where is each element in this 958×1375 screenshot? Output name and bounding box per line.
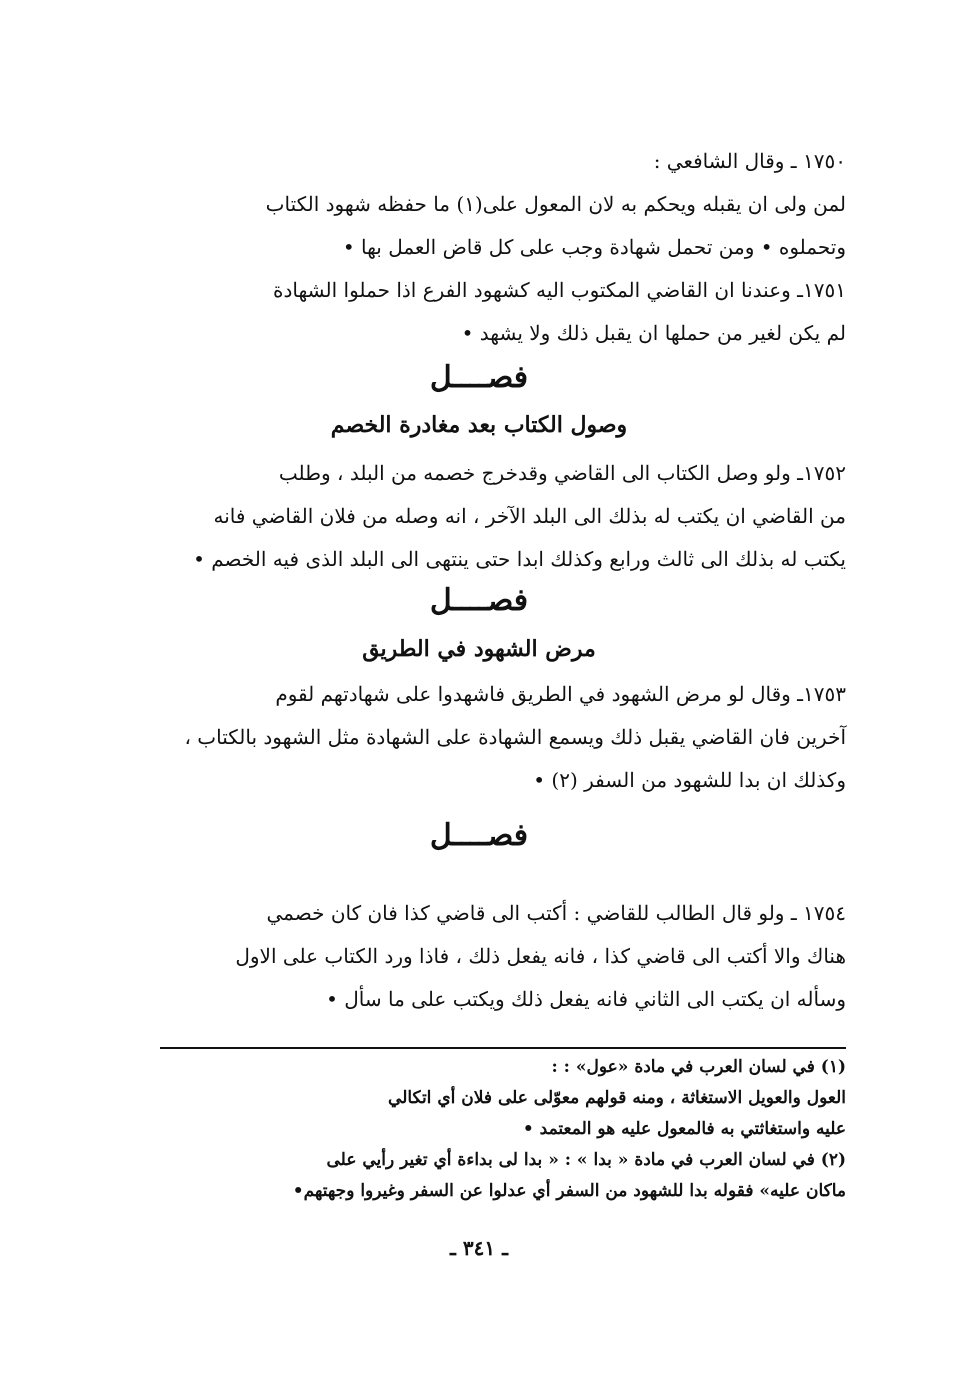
section-heading: فصــــل: [429, 360, 529, 395]
footnote-line: ماكان عليه» فقوله بدا للشهود من السفر أي عدلوا عن السفر وغيروا وجهتهم•: [292, 1181, 846, 1201]
paragraph-1750: [140, 140, 846, 269]
footnotes: [140, 1052, 846, 1207]
paragraph-line: ١٧٥٤ ـ ولو قال الطالب للقاضي : أكتب الى قاضي كذا فان كان خصمي: [266, 901, 846, 925]
paragraph-line: ١٧٥١ـ وعندنا ان القاضي المكتوب اليه كشهود الفرع اذا حملوا الشهادة: [272, 278, 846, 302]
paragraph-line: آخرين فان القاضي يقبل ذلك ويسمع الشهادة على الشهادة مثل الشهود بالكتاب ،: [184, 725, 846, 749]
paragraph-line: لم يكن لغير من حملها ان يقبل ذلك ولا يشهد •: [461, 321, 846, 345]
paragraph-1753: [140, 673, 846, 802]
paragraph-line: لمن ولى ان يقبله ويحكم به لان المعول على(١) ما حفظه شهود الكتاب: [265, 192, 846, 216]
footnote-line: (١) في لسان العرب في مادة «عول» : :: [551, 1057, 846, 1077]
footnote-line: العول والعويل الاستغاثة ، ومنه قولهم معوّلى على فلان أي اتكالي: [388, 1088, 846, 1108]
paragraph-1751: [140, 269, 846, 355]
paragraph-line: وسأله ان يكتب الى الثاني فانه يفعل ذلك ويكتب على ما سأل •: [326, 987, 846, 1011]
page-number: ـ ٣٤١ ـ: [450, 1236, 508, 1260]
paragraph-line: وكذلك ان بدا للشهود من السفر (٢) •: [533, 768, 846, 792]
paragraph-line: ١٧٥٠ ـ وقال الشافعي :: [653, 149, 846, 173]
paragraph-1754: [140, 892, 846, 1021]
paragraph-line: وتحملوه • ومن تحمل شهادة وجب على كل قاض العمل بها •: [342, 235, 846, 259]
paragraph-line: ١٧٥٣ـ وقال لو مرض الشهود في الطريق فاشهدوا على شهادتهم لقوم: [275, 682, 846, 706]
footnote-separator: [160, 1047, 846, 1049]
section-subheading: وصول الكتاب بعد مغادرة الخصم: [330, 412, 628, 438]
paragraph-line: من القاضي ان يكتب له بذلك الى البلد الآخر ، انه وصله من فلان القاضي فانه: [213, 504, 846, 528]
footnote-line: عليه واستغاثتي به فالمعول عليه هو المعتمد •: [522, 1119, 846, 1139]
paragraph-line: هناك والا أكتب الى قاضي كذا ، فانه يفعل ذلك ، فاذا ورد الكتاب على الاول: [235, 944, 846, 968]
footnote-line: (٢) في لسان العرب في مادة « بدا » : « بدا لى بداءة أي تغير رأيي على: [326, 1150, 846, 1170]
section-heading: فصــــل: [429, 583, 529, 618]
section-heading: فصــــل: [429, 818, 529, 853]
paragraph-1752: [140, 452, 846, 581]
paragraph-line: ١٧٥٢ـ ولو وصل الكتاب الى القاضي وقدخرج خصمه من البلد ، وطلب: [278, 461, 846, 485]
section-subheading: مرض الشهود في الطريق: [362, 636, 596, 662]
paragraph-line: يكتب له بذلك الى ثالث ورابع وكذلك ابدا حتى ينتهى الى البلد الذى فيه الخصم •: [193, 547, 846, 571]
